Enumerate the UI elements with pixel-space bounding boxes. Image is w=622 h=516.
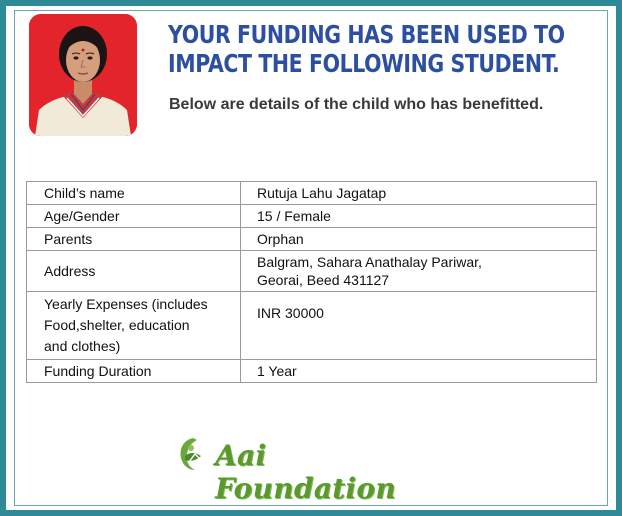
row-label-childs-name: Child’s name	[27, 182, 241, 205]
table-row	[27, 292, 597, 360]
row-label-yearly-expenses	[27, 292, 241, 360]
row-value-address	[241, 251, 597, 292]
table-row	[27, 228, 597, 251]
row-value-parents: Orphan	[241, 228, 597, 251]
expenses-label-line-1: Yearly Expenses (includes	[44, 296, 208, 312]
address-line-2: Georai, Beed 431127	[257, 272, 390, 288]
expenses-label-line-3: and clothes)	[44, 338, 121, 354]
row-label-address: Address	[27, 251, 241, 292]
page-headline: YOUR FUNDING HAS BEEN USED TO IMPACT THE FOLLOWING STUDENT.	[168, 20, 565, 78]
student-details-table	[26, 181, 597, 383]
table-row	[27, 205, 597, 228]
student-portrait-image	[29, 14, 137, 136]
row-value-age-gender: 15 / Female	[241, 205, 597, 228]
row-value-yearly-expenses	[241, 292, 597, 360]
row-label-parents: Parents	[27, 228, 241, 251]
table-row	[27, 251, 597, 292]
row-value-childs-name: Rutuja Lahu Jagatap	[241, 182, 597, 205]
expenses-amount: INR 30000	[257, 304, 324, 321]
expenses-label-line-2: Food,shelter, education	[44, 317, 190, 333]
foundation-logo-text: Aai Foundation	[215, 439, 397, 505]
student-photo	[29, 14, 137, 136]
address-line-1: Balgram, Sahara Anathalay Pariwar,	[257, 254, 482, 270]
row-value-funding-duration: 1 Year	[241, 360, 597, 383]
page-subheading: Below are details of the child who has benefitted.	[169, 96, 544, 113]
foundation-emblem-icon	[175, 436, 211, 472]
table-row	[27, 182, 597, 205]
aai-foundation-logo	[175, 436, 445, 505]
table-row	[27, 360, 597, 383]
row-label-funding-duration: Funding Duration	[27, 360, 241, 383]
row-label-age-gender: Age/Gender	[27, 205, 241, 228]
